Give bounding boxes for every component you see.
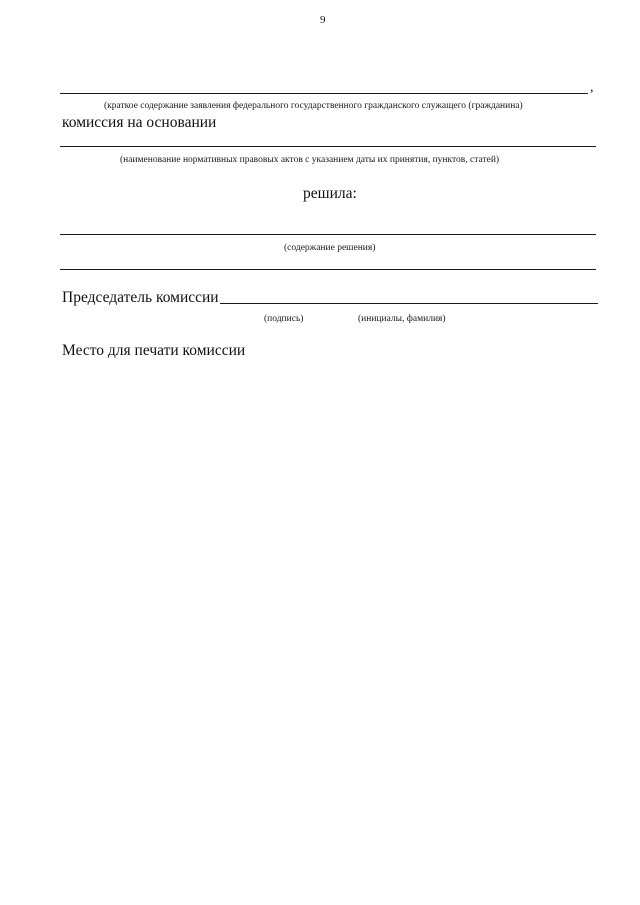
statement-line — [60, 93, 588, 94]
decision-heading: решила: — [303, 185, 357, 202]
statement-comma: , — [590, 80, 594, 95]
chairman-label: Председатель комиссии — [62, 289, 219, 306]
basis-line — [60, 146, 596, 147]
decision-line-1 — [60, 234, 596, 235]
signature-caption: (подпись) — [264, 314, 304, 324]
decision-line-2 — [60, 269, 596, 270]
stamp-label: Место для печати комиссии — [62, 342, 246, 359]
chairman-signature-line — [220, 303, 598, 304]
page-number: 9 — [320, 14, 326, 26]
statement-caption: (краткое содержание заявления федерального государственного гражданского служащего (гражданина) — [104, 101, 523, 111]
basis-caption: (наименование нормативных правовых актов с указанием даты их принятия, пунктов, статей) — [120, 155, 500, 165]
decision-caption: (содержание решения) — [284, 243, 376, 253]
name-caption: (инициалы, фамилия) — [358, 314, 446, 324]
basis-label: комиссия на основании — [62, 114, 217, 131]
